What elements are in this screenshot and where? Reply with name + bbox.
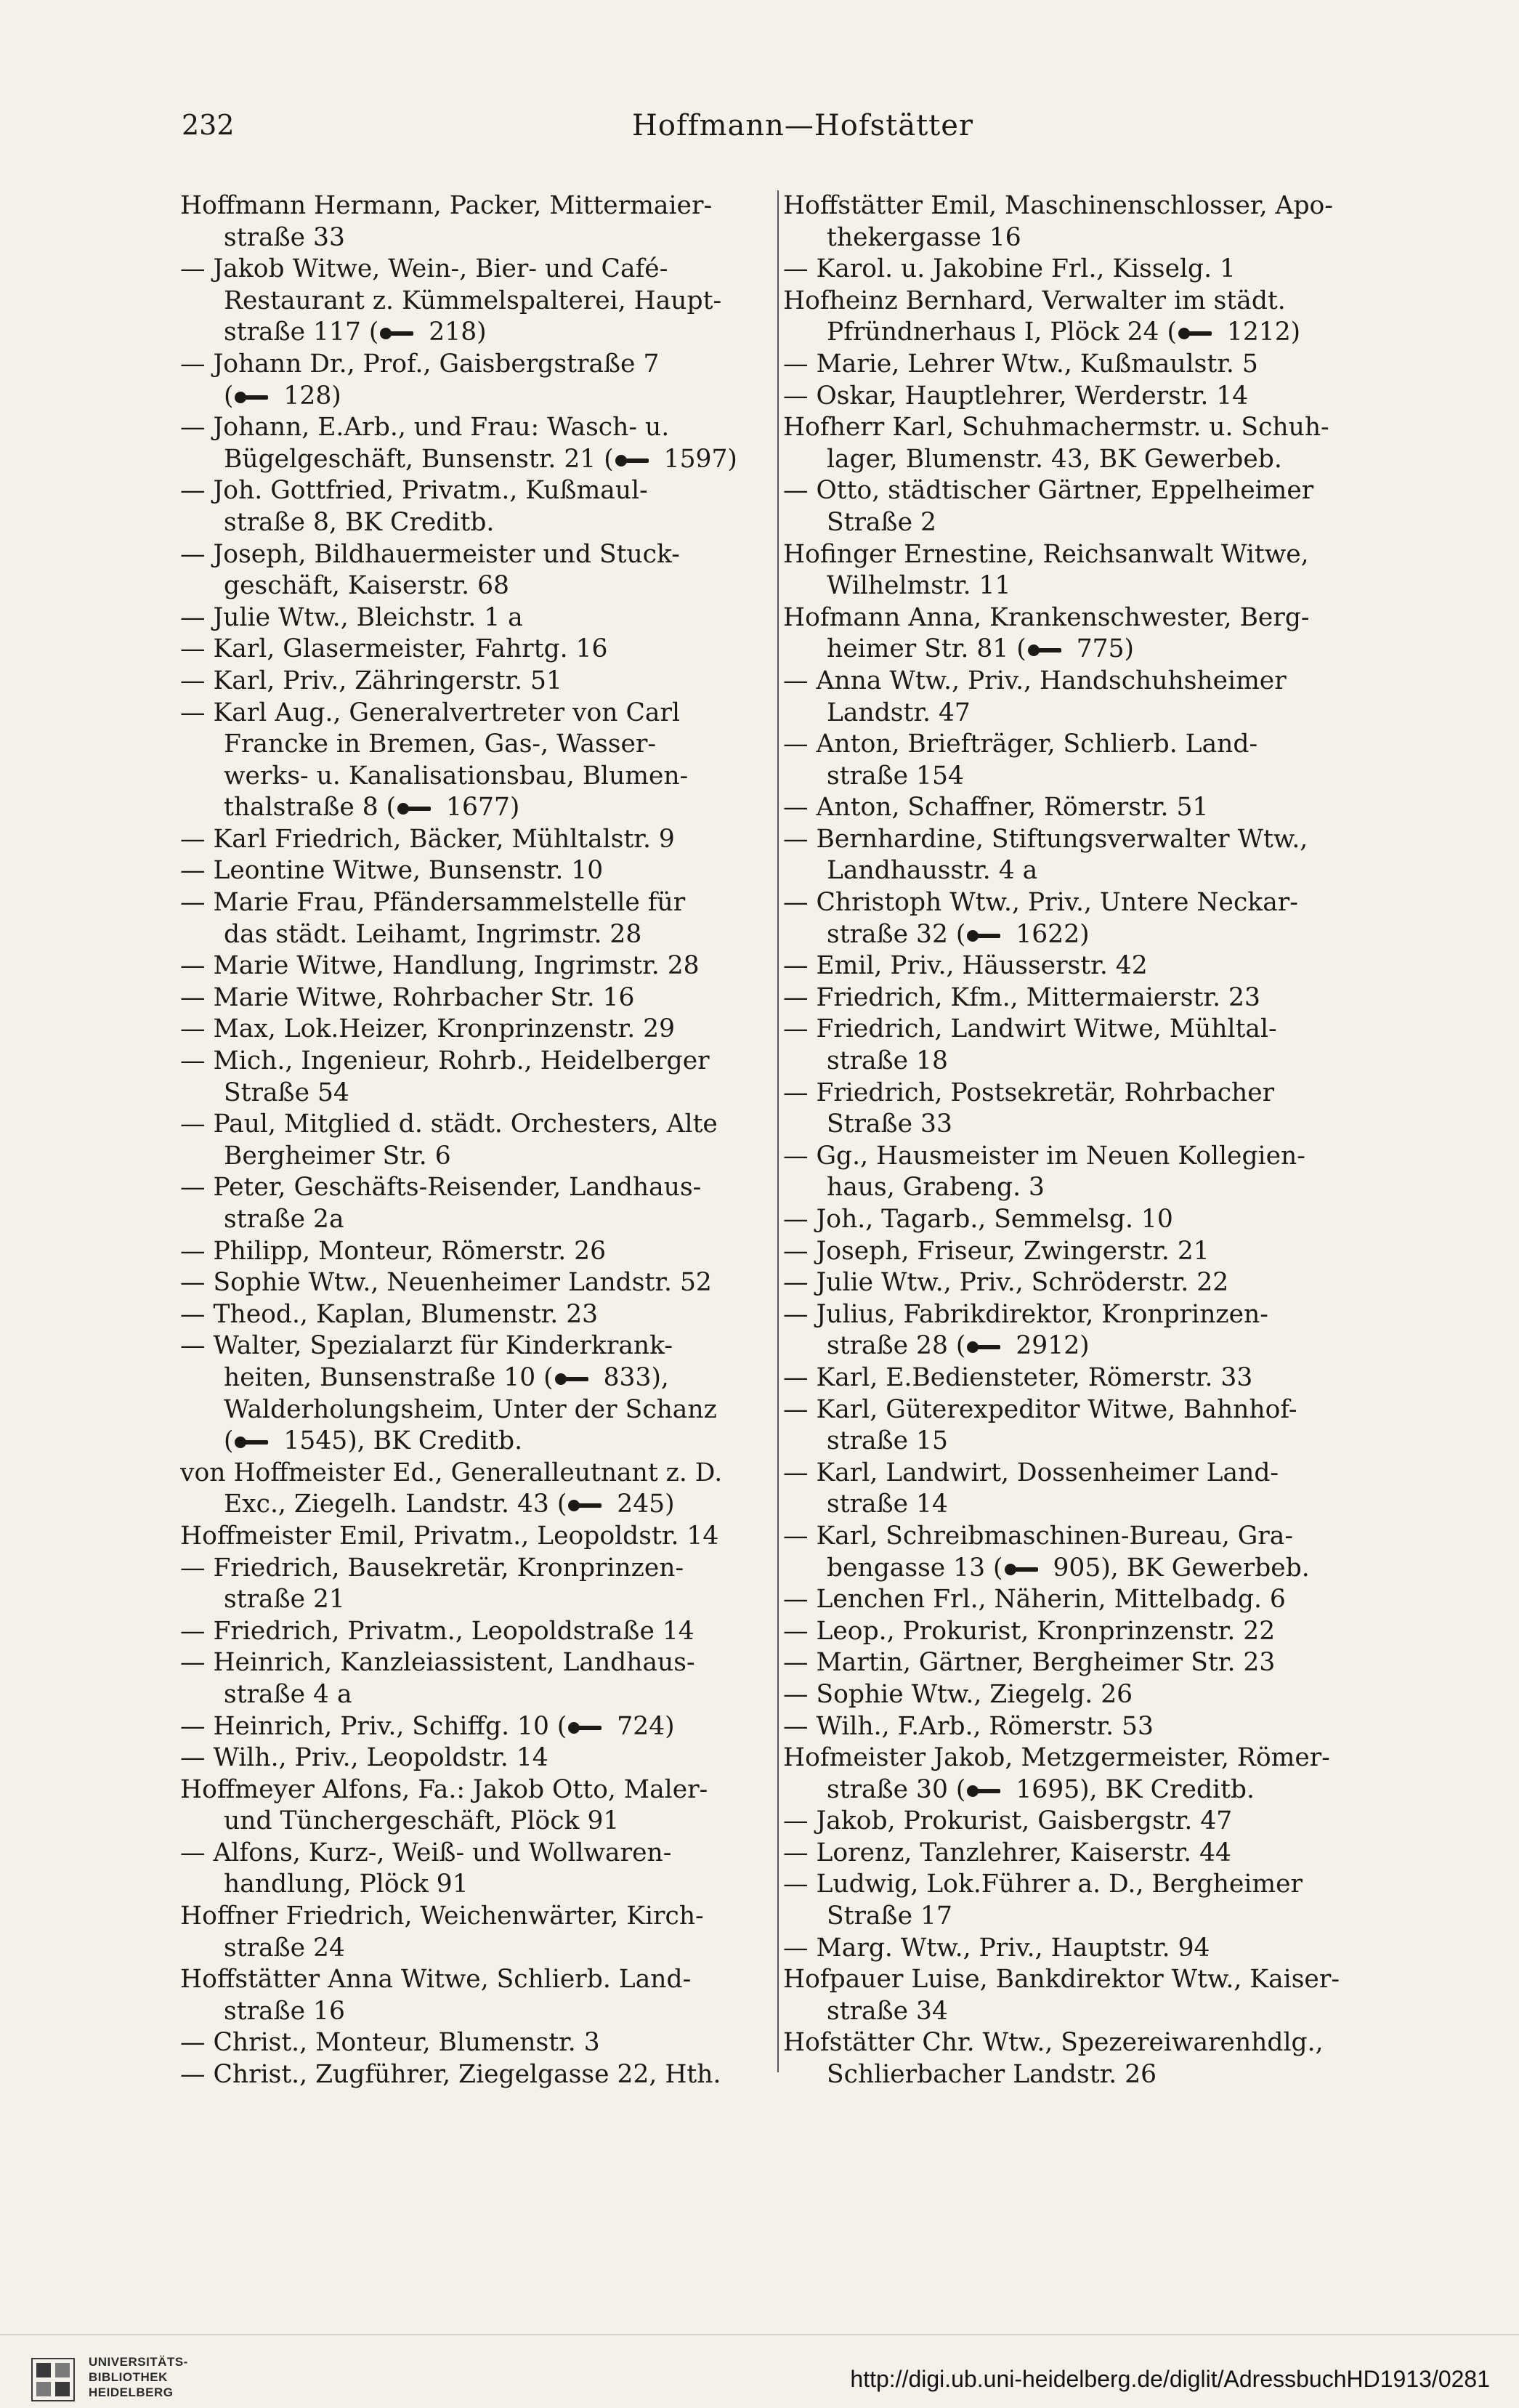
directory-entry-line: handlung, Plöck 91: [224, 1870, 469, 1899]
directory-entry-line: Restaurant z. Kümmelspalterei, Haupt-: [224, 286, 722, 315]
directory-entry-line: — Anton, Briefträger, Schlierb. Land-: [783, 730, 1258, 759]
directory-entry-line: — Marie, Lehrer Wtw., Kußmaulstr. 5: [783, 349, 1258, 379]
directory-entry-line: — Gg., Hausmeister im Neuen Kollegien-: [783, 1141, 1305, 1171]
directory-entry-line: Hoffmeister Emil, Privatm., Leopoldstr. 14: [180, 1521, 719, 1551]
directory-entry-line: — Sophie Wtw., Ziegelg. 26: [783, 1679, 1133, 1709]
directory-entry-line: Hofherr Karl, Schuhmachermstr. u. Schuh-: [783, 413, 1329, 443]
directory-entry-line: Exc., Ziegelh. Landstr. 43 ( 245): [224, 1490, 675, 1519]
library-name-line: HEIDELBERG: [89, 2385, 174, 2399]
directory-entry-line: straße 18: [827, 1046, 948, 1076]
directory-entry-line: Schlierbacher Landstr. 26: [827, 2060, 1157, 2090]
column-divider: [777, 190, 779, 2072]
telephone-icon: [615, 453, 652, 469]
directory-entry-line: haus, Grabeng. 3: [827, 1173, 1045, 1203]
directory-entry-line: — Anton, Schaffner, Römerstr. 51: [783, 793, 1209, 823]
telephone-icon: [1028, 642, 1064, 658]
directory-entry-line: straße 14: [827, 1490, 948, 1519]
directory-entry-line: straße 33: [224, 222, 345, 252]
directory-entry-line: — Emil, Priv., Häusserstr. 42: [783, 951, 1148, 981]
directory-entry-line: — Joseph, Friseur, Zwingerstr. 21: [783, 1236, 1210, 1266]
directory-entry-line: — Joh. Gottfried, Privatm., Kußmaul-: [180, 476, 648, 506]
directory-entry-line: ( 1545), BK Creditb.: [224, 1426, 523, 1456]
directory-entry-line: — Wilh., Priv., Leopoldstr. 14: [180, 1743, 548, 1773]
directory-entry-line: — Philipp, Monteur, Römerstr. 26: [180, 1236, 607, 1266]
telephone-icon: [1005, 1561, 1041, 1577]
directory-entry-line: straße 28 ( 2912): [827, 1331, 1090, 1361]
directory-entry-line: ( 128): [224, 381, 341, 411]
left-column: [180, 190, 761, 2091]
directory-entry-line: — Marie Witwe, Handlung, Ingrimstr. 28: [180, 951, 700, 981]
directory-entry-line: — Friedrich, Kfm., Mittermaierstr. 23: [783, 982, 1260, 1012]
directory-entry-line: — Karl, Glasermeister, Fahrtg. 16: [180, 634, 608, 664]
directory-entry-line: — Martin, Gärtner, Bergheimer Str. 23: [783, 1648, 1276, 1678]
directory-entry-line: — Julie Wtw., Priv., Schröderstr. 22: [783, 1268, 1229, 1298]
directory-entry-line: — Anna Wtw., Priv., Handschuhsheimer: [783, 666, 1287, 695]
directory-entry-line: — Marie Witwe, Rohrbacher Str. 16: [180, 982, 635, 1012]
telephone-icon: [967, 1339, 1003, 1355]
directory-entry-line: — Heinrich, Kanzleiassistent, Landhaus-: [180, 1648, 695, 1678]
directory-entry-line: Francke in Bremen, Gas-, Wasser-: [224, 730, 657, 759]
library-name: [89, 2354, 188, 2400]
directory-entry-line: — Johann, E.Arb., und Frau: Wasch- u.: [180, 413, 670, 443]
directory-entry-line: Straße 2: [827, 507, 936, 537]
directory-entry-line: und Tünchergeschäft, Plöck 91: [224, 1806, 620, 1836]
directory-entry-line: — Julie Wtw., Bleichstr. 1 a: [180, 602, 523, 632]
directory-entry-line: Hoffstätter Emil, Maschinenschlosser, Apo-: [783, 191, 1333, 220]
directory-entry-line: — Max, Lok.Heizer, Kronprinzenstr. 29: [180, 1014, 676, 1044]
directory-entry-line: — Lenchen Frl., Näherin, Mittelbadg. 6: [783, 1585, 1286, 1615]
directory-entry-line: heimer Str. 81 ( 775): [827, 634, 1135, 664]
directory-entry-line: — Karl, Priv., Zähringerstr. 51: [180, 666, 562, 695]
directory-entry-line: — Otto, städtischer Gärtner, Eppelheimer: [783, 476, 1314, 506]
telephone-icon: [967, 928, 1003, 944]
directory-entry-line: — Johann Dr., Prof., Gaisbergstraße 7: [180, 349, 660, 379]
directory-entry-line: Landhausstr. 4 a: [827, 856, 1038, 886]
directory-entry-line: bengasse 13 ( 905), BK Gewerbeb.: [827, 1553, 1310, 1583]
directory-entry-line: — Mich., Ingenieur, Rohrb., Heidelberger: [180, 1046, 710, 1076]
directory-entry-line: Walderholungsheim, Unter der Schanz: [224, 1394, 717, 1424]
directory-entry-line: Hofmeister Jakob, Metzgermeister, Römer-: [783, 1743, 1330, 1773]
directory-entry-line: straße 34: [827, 1996, 948, 2026]
directory-entry-line: straße 21: [224, 1585, 345, 1615]
directory-entry-line: — Karl Friedrich, Bäcker, Mühltalstr. 9: [180, 824, 675, 854]
footer-bar: [0, 2334, 1519, 2408]
directory-entry-line: Pfründnerhaus I, Plöck 24 ( 1212): [827, 318, 1301, 347]
directory-entry-line: Hofpauer Luise, Bankdirektor Wtw., Kaiser-: [783, 1965, 1340, 1995]
directory-entry-line: Landstr. 47: [827, 698, 971, 727]
directory-entry-line: Straße 33: [827, 1110, 952, 1139]
directory-entry-line: Straße 54: [224, 1078, 349, 1107]
directory-entry-line: — Karol. u. Jakobine Frl., Kisselg. 1: [783, 254, 1236, 284]
directory-entry-line: straße 2a: [224, 1205, 344, 1234]
directory-entry-line: — Karl, Schreibmaschinen-Bureau, Gra-: [783, 1521, 1294, 1551]
directory-entry-line: — Lorenz, Tanzlehrer, Kaiserstr. 44: [783, 1838, 1231, 1867]
directory-entry-line: thekergasse 16: [827, 222, 1021, 252]
directory-entry-line: Bügelgeschäft, Bunsenstr. 21 ( 1597): [224, 444, 737, 474]
directory-entry-line: — Karl, E.Bediensteter, Römerstr. 33: [783, 1362, 1253, 1392]
directory-entry-line: von Hoffmeister Ed., Generalleutnant z. D.: [180, 1458, 723, 1487]
directory-entry-line: — Leontine Witwe, Bunsenstr. 10: [180, 856, 604, 886]
directory-entry-line: — Joseph, Bildhauermeister und Stuck-: [180, 539, 680, 569]
directory-entry-line: Hofmann Anna, Krankenschwester, Berg-: [783, 602, 1310, 632]
directory-entry-line: straße 4 a: [224, 1679, 352, 1709]
directory-entry-line: das städt. Leihamt, Ingrimstr. 28: [224, 919, 642, 949]
directory-entry-line: — Alfons, Kurz-, Weiß- und Wollwaren-: [180, 1838, 672, 1867]
directory-entry-line: — Paul, Mitglied d. städt. Orchesters, Alte: [180, 1110, 718, 1139]
directory-entry-line: straße 15: [827, 1426, 948, 1456]
telephone-icon: [235, 389, 271, 405]
directory-entry-line: straße 24: [224, 1933, 345, 1963]
telephone-icon: [568, 1498, 604, 1514]
directory-entry-line: — Leop., Prokurist, Kronprinzenstr. 22: [783, 1616, 1276, 1646]
directory-entry-line: — Sophie Wtw., Neuenheimer Landstr. 52: [180, 1268, 712, 1298]
directory-entry-line: straße 117 ( 218): [224, 318, 487, 347]
directory-entry-line: geschäft, Kaiserstr. 68: [224, 571, 509, 601]
telephone-icon: [1178, 326, 1215, 342]
directory-entry-line: straße 154: [827, 761, 964, 791]
directory-entry-line: — Christ., Zugführer, Ziegelgasse 22, Hth.: [180, 2060, 721, 2090]
directory-entry-line: Hofheinz Bernhard, Verwalter im städt.: [783, 286, 1286, 315]
directory-entry-line: — Bernhardine, Stiftungsverwalter Wtw.,: [783, 824, 1308, 854]
library-name-line: BIBLIOTHEK: [89, 2370, 168, 2384]
directory-entry-line: — Jakob, Prokurist, Gaisbergstr. 47: [783, 1806, 1233, 1836]
telephone-icon: [967, 1783, 1003, 1799]
directory-entry-line: Straße 17: [827, 1902, 952, 1931]
directory-entry-line: Hofstätter Chr. Wtw., Spezereiwarenhdlg.,: [783, 2028, 1324, 2058]
telephone-icon: [380, 326, 416, 342]
directory-entry-line: straße 30 ( 1695), BK Creditb.: [827, 1774, 1255, 1804]
directory-entry-line: — Friedrich, Landwirt Witwe, Mühltal-: [783, 1014, 1277, 1044]
directory-entry-line: werks- u. Kanalisationsbau, Blumen-: [224, 761, 689, 791]
directory-entry-line: — Ludwig, Lok.Führer a. D., Bergheimer: [783, 1870, 1303, 1899]
directory-entry-line: — Karl, Landwirt, Dossenheimer Land-: [783, 1458, 1279, 1487]
directory-entry-line: — Joh., Tagarb., Semmelsg. 10: [783, 1205, 1173, 1234]
directory-entry-line: Hoffner Friedrich, Weichenwärter, Kirch-: [180, 1902, 704, 1931]
directory-entry-line: — Friedrich, Postsekretär, Rohrbacher: [783, 1078, 1275, 1107]
directory-entry-line: — Karl Aug., Generalvertreter von Carl: [180, 698, 680, 727]
directory-entry-line: — Friedrich, Privatm., Leopoldstraße 14: [180, 1616, 694, 1646]
telephone-icon: [235, 1434, 271, 1450]
directory-entry-line: Hoffstätter Anna Witwe, Schlierb. Land-: [180, 1965, 692, 1995]
directory-entry-line: — Oskar, Hauptlehrer, Werderstr. 14: [783, 381, 1249, 411]
directory-entry-line: Hoffmeyer Alfons, Fa.: Jakob Otto, Maler-: [180, 1774, 708, 1804]
directory-entry-line: — Wilh., F.Arb., Römerstr. 53: [783, 1711, 1154, 1741]
running-title: Hoffmann—Hofstätter: [632, 109, 974, 142]
directory-entry-line: heiten, Bunsenstraße 10 ( 833),: [224, 1362, 669, 1392]
telephone-icon: [397, 801, 434, 817]
directory-entry-line: Hoffmann Hermann, Packer, Mittermaier-: [180, 191, 713, 220]
directory-entry-line: — Christ., Monteur, Blumenstr. 3: [180, 2028, 600, 2058]
page-number: 232: [182, 109, 235, 141]
directory-entry-line: straße 8, BK Creditb.: [224, 507, 495, 537]
directory-entry-line: — Karl, Güterexpeditor Witwe, Bahnhof-: [783, 1394, 1297, 1424]
directory-entry-line: — Julius, Fabrikdirektor, Kronprinzen-: [783, 1299, 1268, 1329]
right-column: [783, 190, 1364, 2091]
source-url-link[interactable]: http://digi.ub.uni-heidelberg.de/diglit/AdressbuchHD1913/0281: [850, 2366, 1490, 2392]
directory-entry-line: straße 32 ( 1622): [827, 919, 1090, 949]
directory-entry-line: Bergheimer Str. 6: [224, 1141, 451, 1171]
directory-entry-line: — Heinrich, Priv., Schiffg. 10 ( 724): [180, 1711, 675, 1741]
directory-entry-line: — Peter, Geschäfts-Reisender, Landhaus-: [180, 1173, 702, 1203]
telephone-icon: [555, 1371, 591, 1387]
page-header: [182, 109, 1381, 153]
directory-entry-line: — Marie Frau, Pfändersammelstelle für: [180, 888, 686, 918]
directory-entry-line: Wilhelmstr. 11: [827, 571, 1011, 601]
directory-entry-line: — Christoph Wtw., Priv., Untere Neckar-: [783, 888, 1298, 918]
directory-entry-line: Hofinger Ernestine, Reichsanwalt Witwe,: [783, 539, 1309, 569]
directory-entry-line: thalstraße 8 ( 1677): [224, 793, 520, 823]
directory-entry-line: — Jakob Witwe, Wein-, Bier- und Café-: [180, 254, 668, 284]
directory-entry-line: — Marg. Wtw., Priv., Hauptstr. 94: [783, 1933, 1210, 1963]
directory-entry-line: — Theod., Kaplan, Blumenstr. 23: [180, 1299, 599, 1329]
telephone-icon: [568, 1720, 604, 1736]
library-logo-icon: [29, 2356, 77, 2404]
directory-entry-line: — Walter, Spezialarzt für Kinderkrank-: [180, 1331, 673, 1361]
directory-entry-line: — Friedrich, Bausekretär, Kronprinzen-: [180, 1553, 684, 1583]
directory-entry-line: straße 16: [224, 1996, 345, 2026]
library-name-line: UNIVERSITÄTS-: [89, 2355, 188, 2369]
directory-entry-line: lager, Blumenstr. 43, BK Gewerbeb.: [827, 444, 1282, 474]
